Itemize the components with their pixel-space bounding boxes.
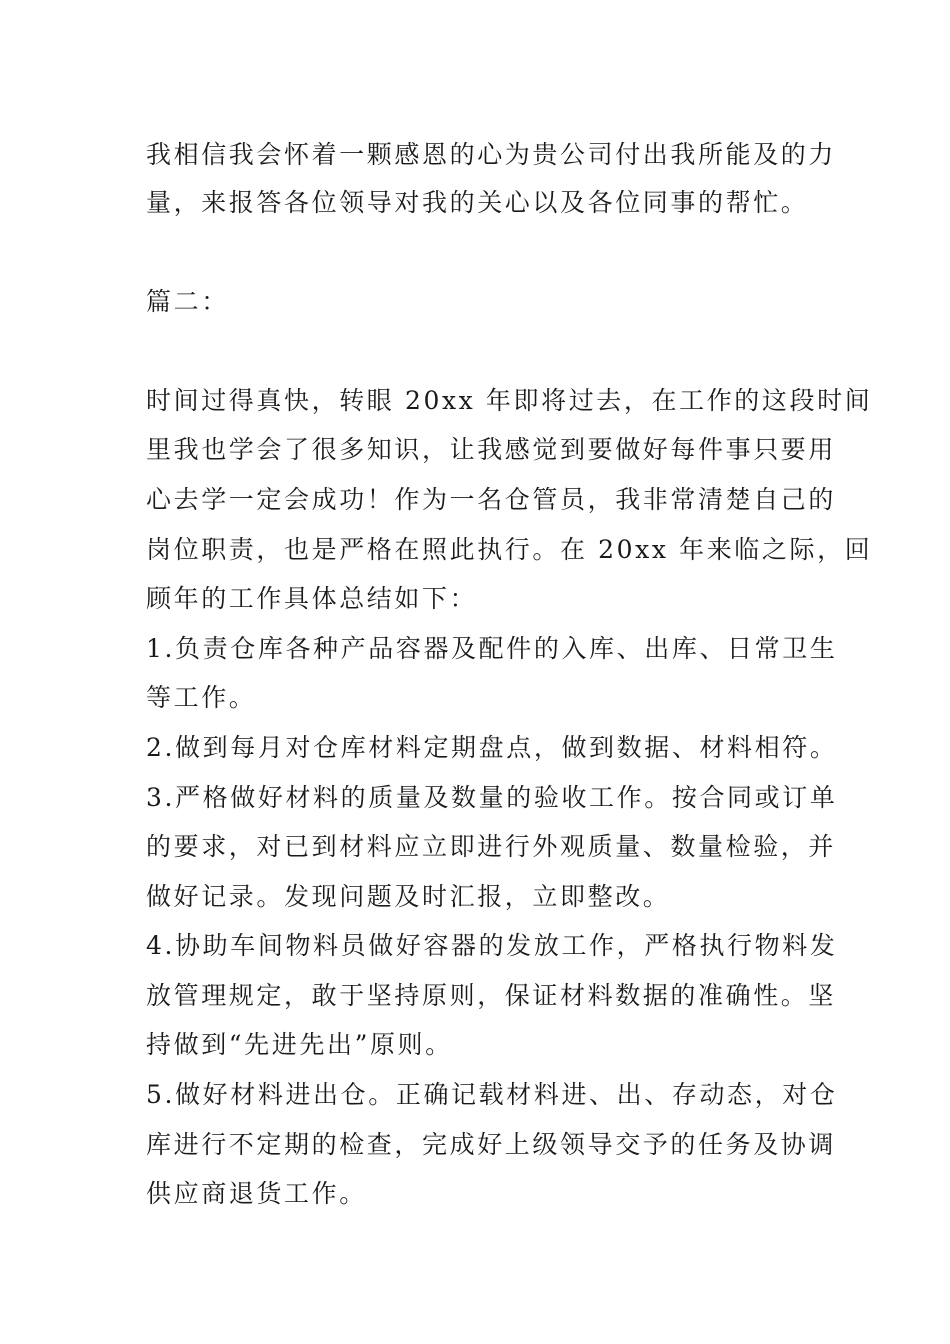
list-item-5-line-2: 库进行不定期的检查，完成好上级领导交予的任务及协调 — [146, 1130, 837, 1159]
section-heading: 篇二： — [146, 287, 229, 316]
list-item-5-line-1: 5.做好材料进出仓。正确记载材料进、出、存动态，对仓 — [146, 1080, 838, 1109]
list-item-4-line-2: 放管理规定，敢于坚持原则，保证材料数据的准确性。坚 — [146, 981, 837, 1010]
list-item-4-line-1: 4.协助车间物料员做好容器的发放工作，严格执行物料发 — [146, 931, 838, 960]
list-item-1-line-2: 等工作。 — [146, 683, 257, 712]
list-item-1-line-1: 1.负责仓库各种产品容器及配件的入库、出库、日常卫生 — [146, 634, 838, 663]
main-line-5: 顾年的工作具体总结如下： — [146, 584, 478, 613]
list-item-3-line-3: 做好记录。发现问题及时汇报，立即整改。 — [146, 882, 671, 911]
list-item-5-line-3: 供应商退货工作。 — [146, 1179, 367, 1208]
list-item-4-line-3: 持做到“先进先出”原则。 — [146, 1030, 453, 1059]
main-line-4: 岗位职责，也是严格在照此执行。在 20xx 年来临之际，回 — [146, 535, 873, 564]
list-item-3-line-1: 3.严格做好材料的质量及数量的验收工作。按合同或订单 — [146, 783, 838, 812]
main-line-1: 时间过得真快，转眼 20xx 年即将过去，在工作的这段时间 — [146, 386, 873, 415]
main-line-2: 里我也学会了很多知识，让我感觉到要做好每件事只要用 — [146, 435, 837, 464]
intro-line-1: 我相信我会怀着一颗感恩的心为贵公司付出我所能及的力 — [146, 140, 837, 169]
list-item-2-line-1: 2.做到每月对仓库材料定期盘点，做到数据、材料相符。 — [146, 733, 838, 762]
list-item-3-line-2: 的要求，对已到材料应立即进行外观质量、数量检验，并 — [146, 832, 837, 861]
intro-line-2: 量，来报答各位领导对我的关心以及各位同事的帮忙。 — [146, 188, 809, 217]
main-line-3: 心去学一定会成功！作为一名仓管员，我非常清楚自己的 — [146, 485, 837, 514]
